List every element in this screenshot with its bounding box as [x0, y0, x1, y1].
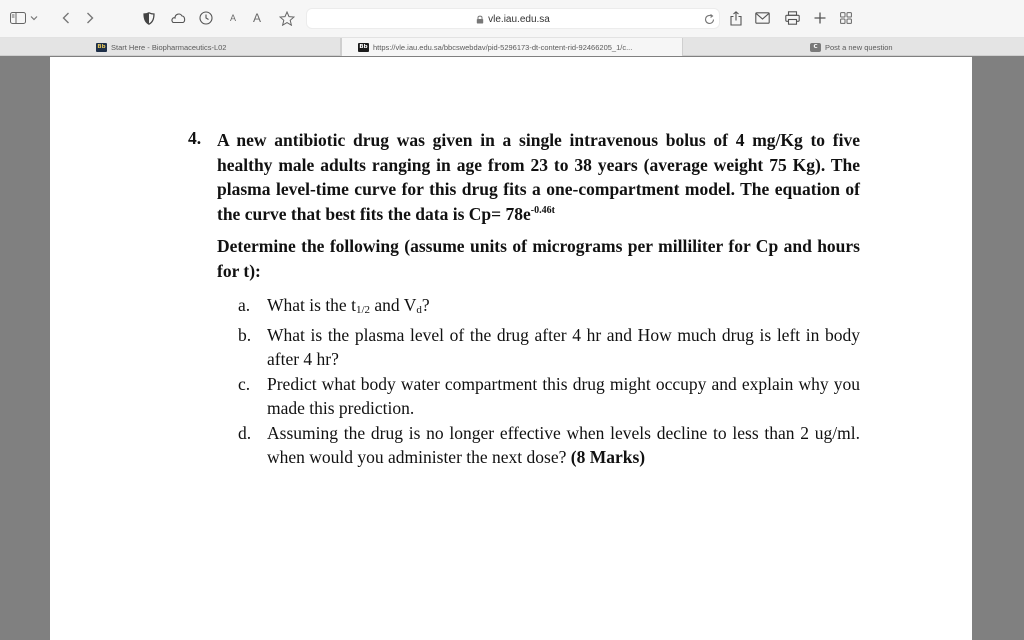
bookmark-star-icon[interactable]	[278, 9, 296, 27]
question-body-text: A new antibiotic drug was given in a single intravenous bolus of 4 mg/Kg to five healthy male adults ranging in age from 23 to 38 years (average weight 75 Kg). The plasma level-time curve for this drug fits a one-compartment model. The equation of the curve that best fits the data is Cp= 78e	[217, 130, 860, 224]
tab-label: https://vle.iau.edu.sa/bbcswebdav/pid-5296173-dt-content-rid-92466205_1/c...	[373, 42, 633, 52]
question-part-a	[238, 293, 860, 323]
tab-label: Post a new question	[825, 42, 893, 52]
address-bar[interactable]	[306, 8, 720, 29]
privacy-shield-icon[interactable]	[142, 11, 156, 25]
part-text: Predict what body water compartment this drug might occupy and explain why you made this prediction.	[267, 373, 860, 418]
print-icon[interactable]	[783, 10, 801, 26]
lock-icon	[476, 15, 484, 24]
part-letter: c.	[238, 373, 251, 394]
chegg-favicon-icon: C	[810, 43, 821, 52]
reload-icon[interactable]	[702, 12, 716, 26]
part-letter: b.	[238, 324, 252, 345]
browser-toolbar	[0, 0, 1024, 38]
question-number: 4.	[188, 128, 202, 148]
forward-icon[interactable]	[84, 10, 96, 26]
part-text: What is the plasma level of the drug after 4 hr and How much drug is left in body after 4 hr?	[267, 324, 860, 369]
document-content	[50, 57, 972, 640]
tab-overview-grid-icon[interactable]	[838, 10, 854, 26]
sidebar-icon[interactable]	[10, 11, 26, 25]
question-body	[217, 128, 860, 226]
part-text: Assuming the drug is no longer effective when levels decline to less than 2 ug/ml. when would you administer the next dose? (8 Marks)	[267, 422, 860, 467]
volume-subscript: d	[416, 304, 422, 316]
question-part-b	[238, 323, 860, 372]
text-smaller-button[interactable]: A	[229, 13, 236, 23]
part-letter: d.	[238, 422, 252, 443]
part-text: What is the t1/2 and Vd?	[267, 295, 430, 316]
cloud-icon[interactable]	[170, 10, 186, 26]
tab-pdf-document[interactable]	[341, 38, 683, 56]
share-icon[interactable]	[728, 9, 744, 27]
url-text: vle.iau.edu.sa	[488, 14, 550, 25]
new-tab-plus-icon[interactable]	[811, 9, 829, 27]
tab-label: Start Here - Biopharmaceutics-L02	[111, 42, 227, 52]
pdf-page	[50, 57, 972, 640]
blackboard-favicon-icon: Bb	[97, 44, 106, 50]
mail-icon[interactable]	[753, 10, 771, 26]
half-life-subscript: 1/2	[355, 304, 370, 316]
history-clock-icon[interactable]	[198, 10, 214, 26]
determine-instruction: Determine the following (assume units of micrograms per milliliter for Cp and hours for t):	[217, 236, 860, 281]
blackboard-favicon-icon: Bb	[359, 44, 368, 50]
tab-post-question[interactable]	[683, 38, 1024, 56]
part-letter: a.	[238, 295, 251, 315]
tab-bar	[0, 38, 1024, 56]
marks-label: (8 Marks)	[570, 447, 646, 467]
question-parts-list	[238, 293, 860, 470]
question-part-d	[238, 421, 860, 470]
back-icon[interactable]	[60, 10, 72, 26]
chevron-down-icon[interactable]	[29, 12, 39, 24]
tab-start-here[interactable]	[0, 38, 341, 56]
equation-exponent: -0.46t	[530, 204, 555, 216]
question-part-c	[238, 372, 860, 421]
text-larger-button[interactable]: A	[252, 11, 261, 25]
